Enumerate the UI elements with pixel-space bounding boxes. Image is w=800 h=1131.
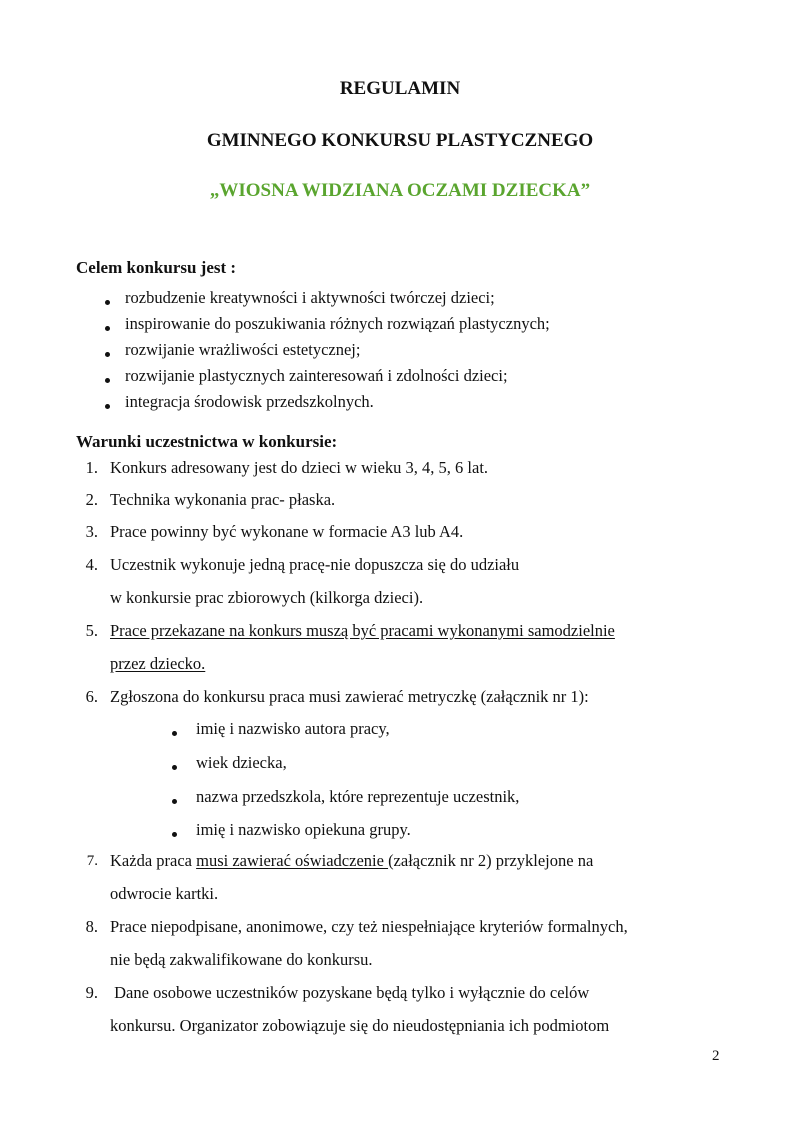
list-number: 8. bbox=[85, 917, 98, 936]
goal-item: rozwijanie wrażliwości estetycznej; bbox=[125, 340, 361, 359]
condition-text: Uczestnik wykonuje jedną pracę-nie dopuszcza się do udziału bbox=[110, 555, 520, 574]
condition-text: nie będą zakwalifikowane do konkursu. bbox=[110, 950, 373, 969]
list-number: 6. bbox=[85, 687, 98, 706]
condition-text: Dane osobowe uczestników pozyskane będą tylko i wyłącznie do celów bbox=[110, 983, 590, 1002]
conditions-heading: Warunki uczestnictwa w konkursie: bbox=[76, 432, 338, 451]
goal-item: rozwijanie plastycznych zainteresowań i zdolności dzieci; bbox=[125, 366, 508, 385]
goal-item: inspirowanie do poszukiwania różnych rozwiązań plastycznych; bbox=[125, 314, 550, 333]
bullet-icon bbox=[105, 404, 110, 409]
condition-text: Prace powinny być wykonane w formacie A3 lub A4. bbox=[110, 522, 464, 541]
list-number: 2. bbox=[85, 490, 98, 509]
metryczka-item: wiek dziecka, bbox=[196, 753, 287, 772]
goals-heading: Celem konkursu jest : bbox=[76, 258, 237, 277]
bullet-icon bbox=[105, 378, 110, 383]
condition-text-underlined: musi zawierać oświadczenie bbox=[196, 851, 389, 870]
title-regulamin: REGULAMIN bbox=[339, 78, 461, 99]
title-wiosna: „WIOSNA WIDZIANA OCZAMI DZIECKA” bbox=[209, 180, 591, 201]
condition-text: Technika wykonania prac- płaska. bbox=[110, 490, 336, 509]
bullet-icon bbox=[172, 765, 177, 770]
list-number: 9. bbox=[85, 983, 98, 1002]
bullet-icon bbox=[172, 731, 177, 736]
condition-text-post: (załącznik nr 2) przyklejone na bbox=[388, 851, 594, 870]
condition-text: Konkurs adresowany jest do dzieci w wieku 3, 4, 5, 6 lat. bbox=[110, 458, 489, 477]
bullet-icon bbox=[105, 326, 110, 331]
list-number: 7. bbox=[86, 853, 98, 869]
list-number: 4. bbox=[85, 555, 98, 574]
condition-text-underlined: Prace przekazane na konkurs muszą być pracami wykonanymi samodzielnie bbox=[110, 621, 615, 640]
goal-item: rozbudzenie kreatywności i aktywności twórczej dzieci; bbox=[125, 288, 495, 307]
list-number: 3. bbox=[85, 522, 98, 541]
title-konkurs: GMINNEGO KONKURSU PLASTYCZNEGO bbox=[206, 130, 594, 151]
condition-text: w konkursie prac zbiorowych (kilkorga dzieci). bbox=[110, 588, 424, 607]
bullet-icon bbox=[105, 300, 110, 305]
bullet-icon bbox=[172, 799, 177, 804]
condition-text: odwrocie kartki. bbox=[110, 884, 219, 903]
list-number: 5. bbox=[85, 621, 98, 640]
list-number: 1. bbox=[85, 458, 98, 477]
metryczka-item: nazwa przedszkola, które reprezentuje uczestnik, bbox=[196, 787, 520, 806]
condition-text-pre: Każda praca bbox=[110, 851, 197, 870]
condition-text: Zgłoszona do konkursu praca musi zawierać metryczkę (załącznik nr 1): bbox=[110, 687, 589, 706]
metryczka-item: imię i nazwisko opiekuna grupy. bbox=[196, 820, 411, 839]
condition-text bbox=[110, 851, 593, 871]
condition-text: konkursu. Organizator zobowiązuje się do nieudostępniania ich podmiotom bbox=[110, 1016, 610, 1035]
page-number: 2 bbox=[712, 1048, 720, 1064]
condition-text-underlined: przez dziecko. bbox=[110, 654, 206, 673]
condition-text: Prace niepodpisane, anonimowe, czy też niespełniające kryteriów formalnych, bbox=[110, 917, 628, 936]
metryczka-item: imię i nazwisko autora pracy, bbox=[196, 719, 390, 738]
bullet-icon bbox=[172, 832, 177, 837]
bullet-icon bbox=[105, 352, 110, 357]
goal-item: integracja środowisk przedszkolnych. bbox=[125, 392, 374, 411]
